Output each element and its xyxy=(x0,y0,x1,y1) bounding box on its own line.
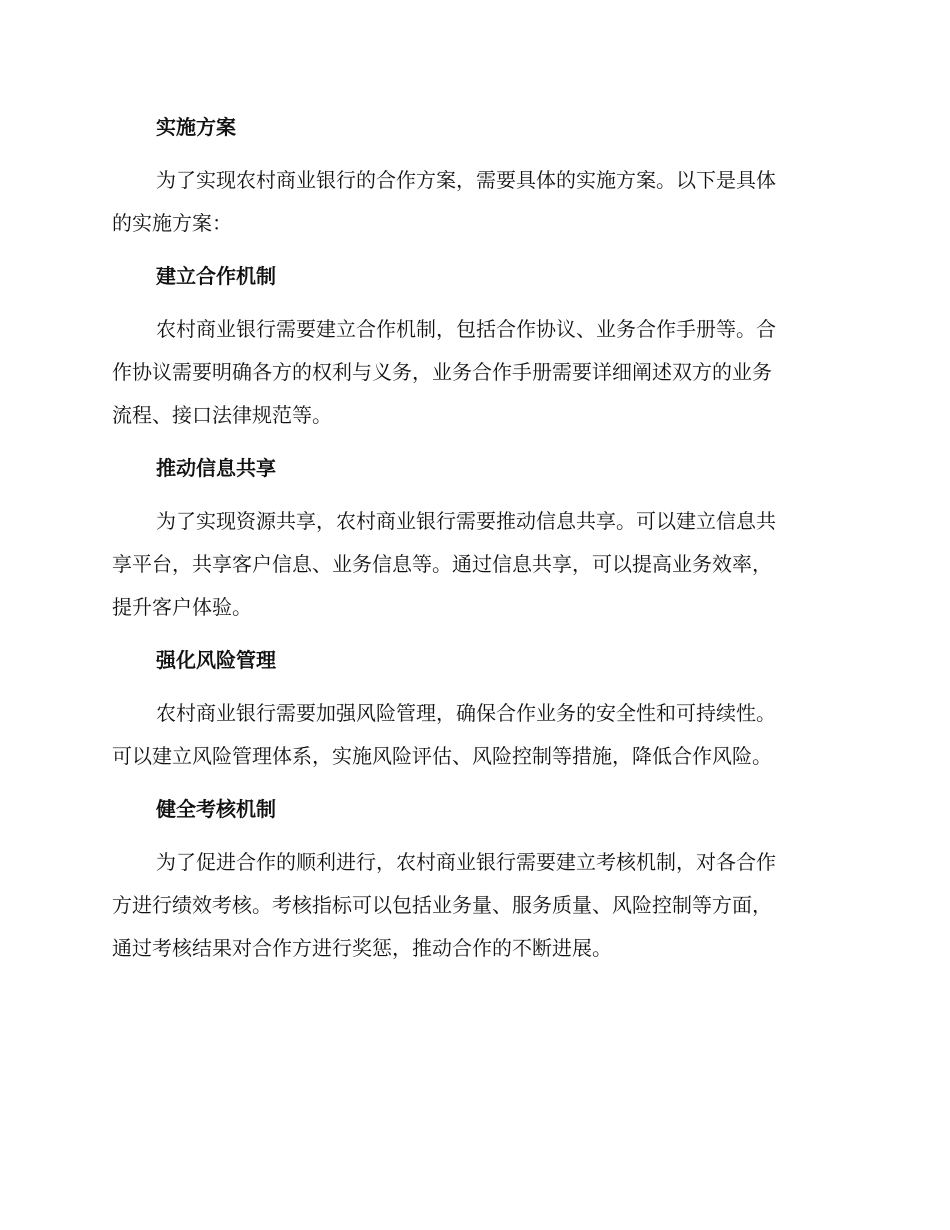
section-heading-cooperation-mechanism: 建立合作机制 xyxy=(156,264,276,288)
section-paragraph-assessment-mechanism xyxy=(112,841,832,970)
paragraph-line: 方进行绩效考核。考核指标可以包括业务量、服务质量、风险控制等方面， xyxy=(112,893,772,917)
section-heading-risk-management: 强化风险管理 xyxy=(156,648,276,672)
paragraph-line: 作协议需要明确各方的权利与义务，业务合作手册需要详细阐述双方的业务 xyxy=(112,360,772,384)
paragraph-line: 为了促进合作的顺利进行，农村商业银行需要建立考核机制，对各合作 xyxy=(156,850,776,874)
paragraph-line: 通过考核结果对合作方进行奖惩，推动合作的不断进展。 xyxy=(112,936,612,960)
section-paragraph-information-sharing xyxy=(112,500,832,629)
document-content xyxy=(112,106,832,970)
paragraph-line: 享平台，共享客户信息、业务信息等。通过信息共享，可以提高业务效率， xyxy=(112,552,772,576)
section-heading-implementation-plan: 实施方案 xyxy=(156,115,236,139)
paragraph-line: 农村商业银行需要加强风险管理，确保合作业务的安全性和可持续性。 xyxy=(156,701,776,725)
paragraph-line: 的实施方案： xyxy=(112,211,232,235)
paragraph-line: 为了实现农村商业银行的合作方案，需要具体的实施方案。以下是具体 xyxy=(156,168,776,192)
paragraph-line: 流程、接口法律规范等。 xyxy=(112,403,332,427)
paragraph-line: 提升客户体验。 xyxy=(112,595,252,619)
paragraph-line: 农村商业银行需要建立合作机制，包括合作协议、业务合作手册等。合 xyxy=(156,317,776,341)
section-heading-information-sharing: 推动信息共享 xyxy=(156,456,276,480)
section-heading-assessment-mechanism: 健全考核机制 xyxy=(156,797,276,821)
section-paragraph-cooperation-mechanism xyxy=(112,308,832,437)
section-paragraph-implementation-plan xyxy=(112,159,832,245)
paragraph-line: 为了实现资源共享，农村商业银行需要推动信息共享。可以建立信息共 xyxy=(156,509,776,533)
paragraph-line: 可以建立风险管理体系，实施风险评估、风险控制等措施，降低合作风险。 xyxy=(112,744,772,768)
section-paragraph-risk-management xyxy=(112,692,832,778)
